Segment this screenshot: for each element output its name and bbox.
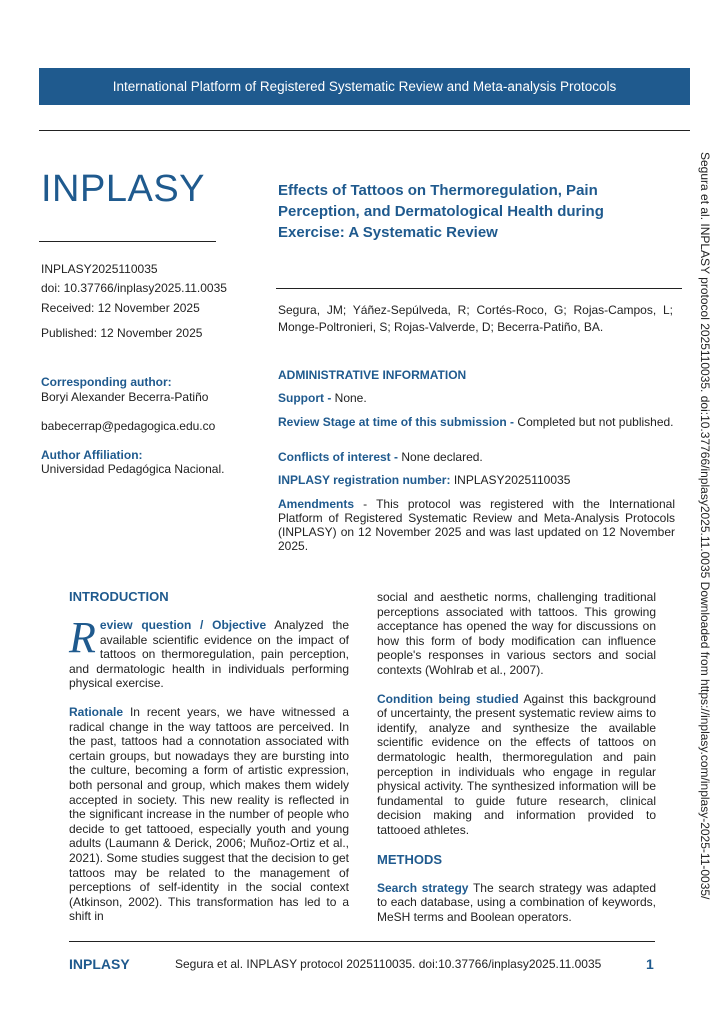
search-strategy-label: Search strategy xyxy=(377,880,469,895)
conflicts-label: Conflicts of interest - xyxy=(278,450,399,464)
logo-divider xyxy=(39,241,216,242)
support-label: Support - xyxy=(278,391,332,405)
review-stage-value: Completed but not published. xyxy=(517,415,674,429)
left-body-column xyxy=(69,589,349,938)
affiliation-value: Universidad Pedagógica Nacional. xyxy=(41,462,225,476)
review-question-paragraph xyxy=(69,613,349,691)
condition-text: Against this background of uncertainty, the present systematic review aims to identify, analyze and synthesize the available scientific evidence on the effects of tattoos on dermatologic health, thermoregulation and pain perception in individuals who engage in regular physical activity. The synthesized information will be fundamental to guide future research, clinical decision making and information provided to tattooed athletes. xyxy=(377,691,656,837)
rationale-paragraph xyxy=(69,705,349,924)
page-number: 1 xyxy=(646,956,654,972)
condition-paragraph xyxy=(377,692,656,838)
header-banner xyxy=(39,68,690,105)
footer-divider xyxy=(69,941,655,942)
review-stage-label: Review Stage at time of this submission - xyxy=(278,415,515,429)
doi: doi: 10.37766/inplasy2025.11.0035 xyxy=(41,281,227,295)
article-title: Effects of Tattoos on Thermoregulation, Pain Perception, and Dermatological Health during Exercise: A Systematic Review xyxy=(278,182,604,241)
footer-citation: Segura et al. INPLASY protocol 2025110035. doi:10.37766/inplasy2025.11.0035 xyxy=(175,957,602,971)
amendments-label: Amendments xyxy=(278,497,355,511)
review-question-text: Analyzed the available scientific evidence on the impact of tattoos on thermoregulation, pain perception, and dermatologic health in individuals performing physical exercise. xyxy=(69,618,349,691)
affiliation-label: Author Affiliation: xyxy=(41,448,143,462)
admin-registration-number xyxy=(278,473,675,487)
corresponding-author-label: Corresponding author: xyxy=(41,375,172,389)
received-date: Received: 12 November 2025 xyxy=(41,301,200,315)
registration-number-value: INPLASY2025110035 xyxy=(453,473,571,487)
corresponding-author-name: Boryi Alexander Becerra-Patiño xyxy=(41,390,209,404)
vertical-download-note: Segura et al. INPLASY protocol 2025110035. doi:10.37766/inplasy2025.11.0035 Downloaded from https://inplasy.com/inplasy-2025-11-0035/ xyxy=(698,152,712,900)
corresponding-author-email[interactable]: babecerrap@pedagogica.edu.co xyxy=(41,419,216,433)
review-question-label: eview question / Objective xyxy=(99,618,267,632)
top-divider xyxy=(39,130,690,131)
inplasy-logo: INPLASY xyxy=(41,168,206,210)
admin-support xyxy=(278,391,675,405)
registration-number-label: INPLASY registration number: xyxy=(278,473,451,487)
title-divider xyxy=(276,288,682,289)
conflicts-value: None declared. xyxy=(401,450,483,464)
banner-text: International Platform of Registered Systematic Review and Meta-analysis Protocols xyxy=(112,79,617,94)
rationale-label: Rationale xyxy=(69,704,124,719)
support-value: None. xyxy=(334,391,367,405)
footer-logo: INPLASY xyxy=(69,956,130,972)
drop-cap: R xyxy=(69,613,96,662)
admin-amendments xyxy=(278,497,675,553)
registration-id: INPLASY2025110035 xyxy=(41,262,158,276)
methods-heading: METHODS xyxy=(377,851,442,867)
search-strategy-paragraph xyxy=(377,881,656,925)
rationale-text: In recent years, we have witnessed a radical change in the way tattoos are perceived. In the past, tattoos had a connotation associated with certain groups, but nowadays they are bursting into the culture, becoming a form of artistic expression, both personal and group, which makes them widely accepted in society. This new reality is reflected in the significant increase in the number of people who decide to get tattooed, especially youth and young adults (Laumann & Derick, 2006; Muñoz-Ortiz et al., 2021). Some studies suggest that the decision to get tattoos may be related to the management of perceptions of self-identity in the social context (Atkinson, 2002). This transformation has led to a shift in xyxy=(69,704,349,924)
published-date: Published: 12 November 2025 xyxy=(41,326,203,340)
admin-review-stage xyxy=(278,415,675,429)
continued-paragraph: social and aesthetic norms, challenging traditional perceptions associated with tattoos. This growing acceptance has opened the way for discussions on how this form of body modification can influence people's responses in various sectors and social contexts (Wohlrab et al., 2007). xyxy=(377,590,656,677)
search-strategy-text: The search strategy was adapted to each database, using a combination of keywords, MeSH terms and Boolean operators. xyxy=(377,880,656,924)
introduction-heading: INTRODUCTION xyxy=(69,589,169,604)
amendments-value: - This protocol was registered with the International Platform of Registered Systematic Review and Meta-Analysis Protocols (INPLASY) on 12 November 2025 and was last updated on 12 November 2025. xyxy=(278,497,675,553)
admin-conflicts xyxy=(278,450,675,464)
admin-heading: ADMINISTRATIVE INFORMATION xyxy=(278,368,467,382)
condition-label: Condition being studied xyxy=(377,691,519,706)
right-body-column xyxy=(377,590,656,938)
author-list: Segura, JM; Yáñez-Sepúlveda, R; Cortés-Roco, G; Rojas-Campos, L; Monge-Poltronieri, S; Rojas-Valverde, D; Becerra-Patiño, BA. xyxy=(278,303,673,334)
